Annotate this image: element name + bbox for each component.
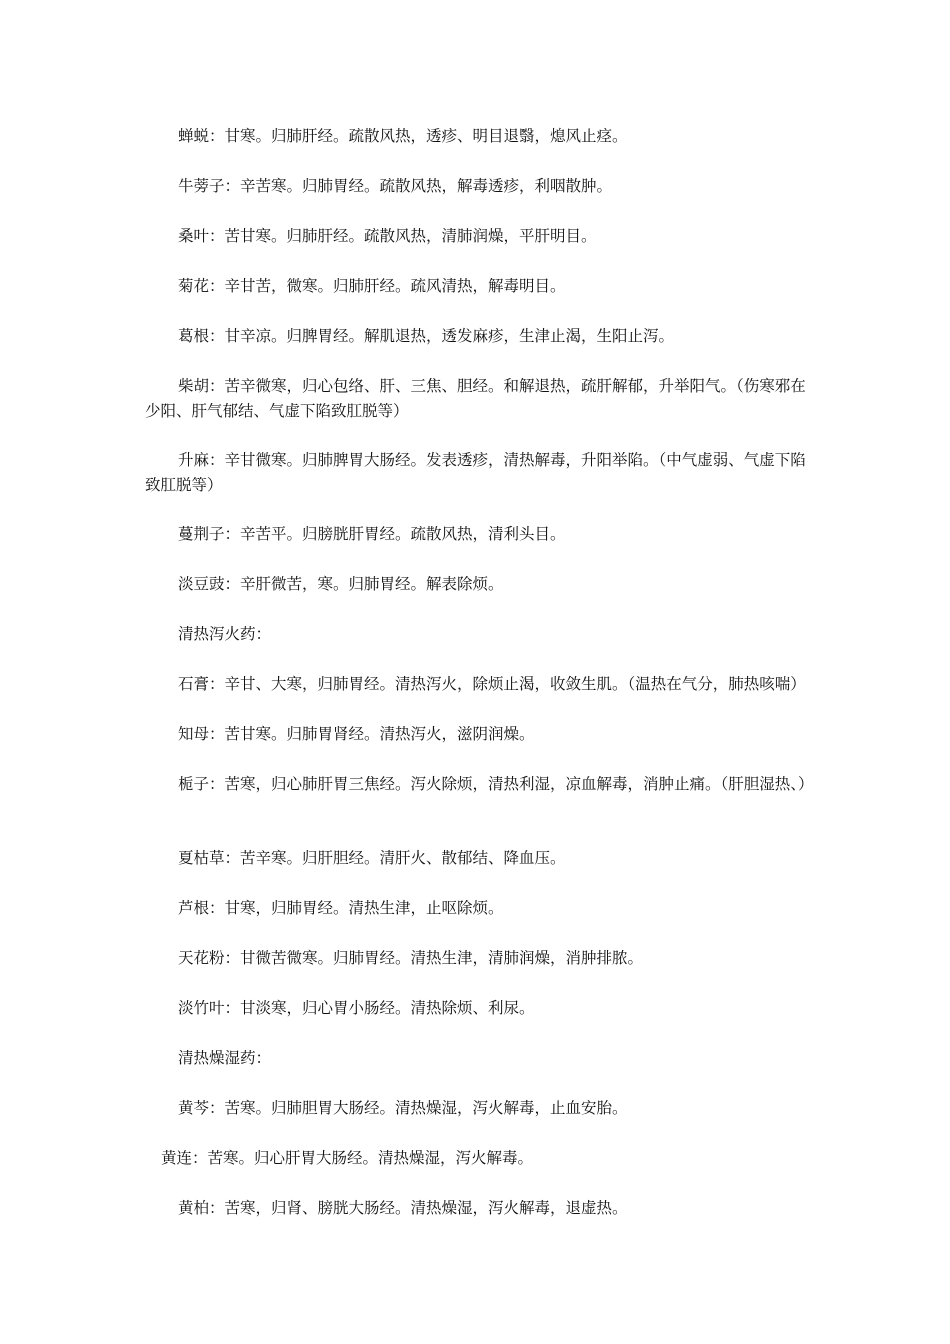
paragraph-xiakucao: 夏枯草：苦辛寒。归肝胆经。清肝火、散郁结、降血压。	[178, 849, 566, 867]
paragraph-gegen: 葛根：甘辛凉。归脾胃经。解肌退热，透发麻疹，生津止渴，生阳止泻。	[178, 327, 675, 345]
paragraph-dandouchi: 淡豆豉：辛肝微苦，寒。归肺胃经。解表除烦。	[178, 575, 504, 593]
section-heading-qingre-zaoshi: 清热燥湿药：	[178, 1049, 272, 1067]
paragraph-tianhuafen: 天花粉：甘微苦微寒。归肺胃经。清热生津，清肺润燥，消肿排脓。	[178, 949, 644, 967]
section-heading-qingre-xiehuo: 清热泻火药：	[178, 625, 272, 643]
paragraph-danzhuye: 淡竹叶：甘淡寒，归心胃小肠经。清热除烦、利尿。	[178, 999, 535, 1017]
paragraph-chaihu: 柴胡：苦辛微寒，归心包络、肝、三焦、胆经。和解退热，疏肝解郁，升举阳气。（伤寒邪在少阳、肝气郁结、气虚下陷致肛脱等）	[145, 377, 806, 420]
paragraph-zhizi: 栀子：苦寒，归心肺肝胃三焦经。泻火除烦，清热利湿，凉血解毒，消肿止痛。（肝胆湿热、）	[178, 775, 814, 793]
paragraph-sangye: 桑叶：苦甘寒。归肺肝经。疏散风热，清肺润燥，平肝明目。	[178, 227, 597, 245]
paragraph-chantui: 蝉蜕：甘寒。归肺肝经。疏散风热，透疹、明目退翳，熄风止痉。	[178, 127, 628, 145]
paragraph-juhua: 菊花：辛甘苦，微寒。归肺肝经。疏风清热，解毒明目。	[178, 277, 566, 295]
paragraph-lugen: 芦根：甘寒，归肺胃经。清热生津，止呕除烦。	[178, 899, 504, 917]
paragraph-niubangzi: 牛蒡子：辛苦寒。归肺胃经。疏散风热，解毒透疹，利咽散肿。	[178, 177, 613, 195]
paragraph-zhimu: 知母：苦甘寒。归肺胃肾经。清热泻火，滋阴润燥。	[178, 725, 535, 743]
paragraph-shengma: 升麻：辛甘微寒。归肺脾胃大肠经。发表透疹，清热解毒，升阳举陷。（中气虚弱、气虚下陷致肛脱等）	[145, 451, 806, 494]
paragraph-shigao: 石膏：辛甘、大寒，归肺胃经。清热泻火，除烦止渴，收敛生肌。（温热在气分，肺热咳喘）	[178, 675, 806, 693]
paragraph-huangbai: 黄柏：苦寒，归肾、膀胱大肠经。清热燥湿，泻火解毒，退虚热。	[178, 1199, 628, 1217]
paragraph-manjingzi: 蔓荆子：辛苦平。归膀胱肝胃经。疏散风热，清利头目。	[178, 525, 566, 543]
paragraph-huangqin: 黄芩：苦寒。归肺胆胃大肠经。清热燥湿，泻火解毒，止血安胎。	[178, 1099, 628, 1117]
paragraph-huanglian: 黄连：苦寒。归心肝胃大肠经。清热燥湿，泻火解毒。	[161, 1149, 534, 1167]
